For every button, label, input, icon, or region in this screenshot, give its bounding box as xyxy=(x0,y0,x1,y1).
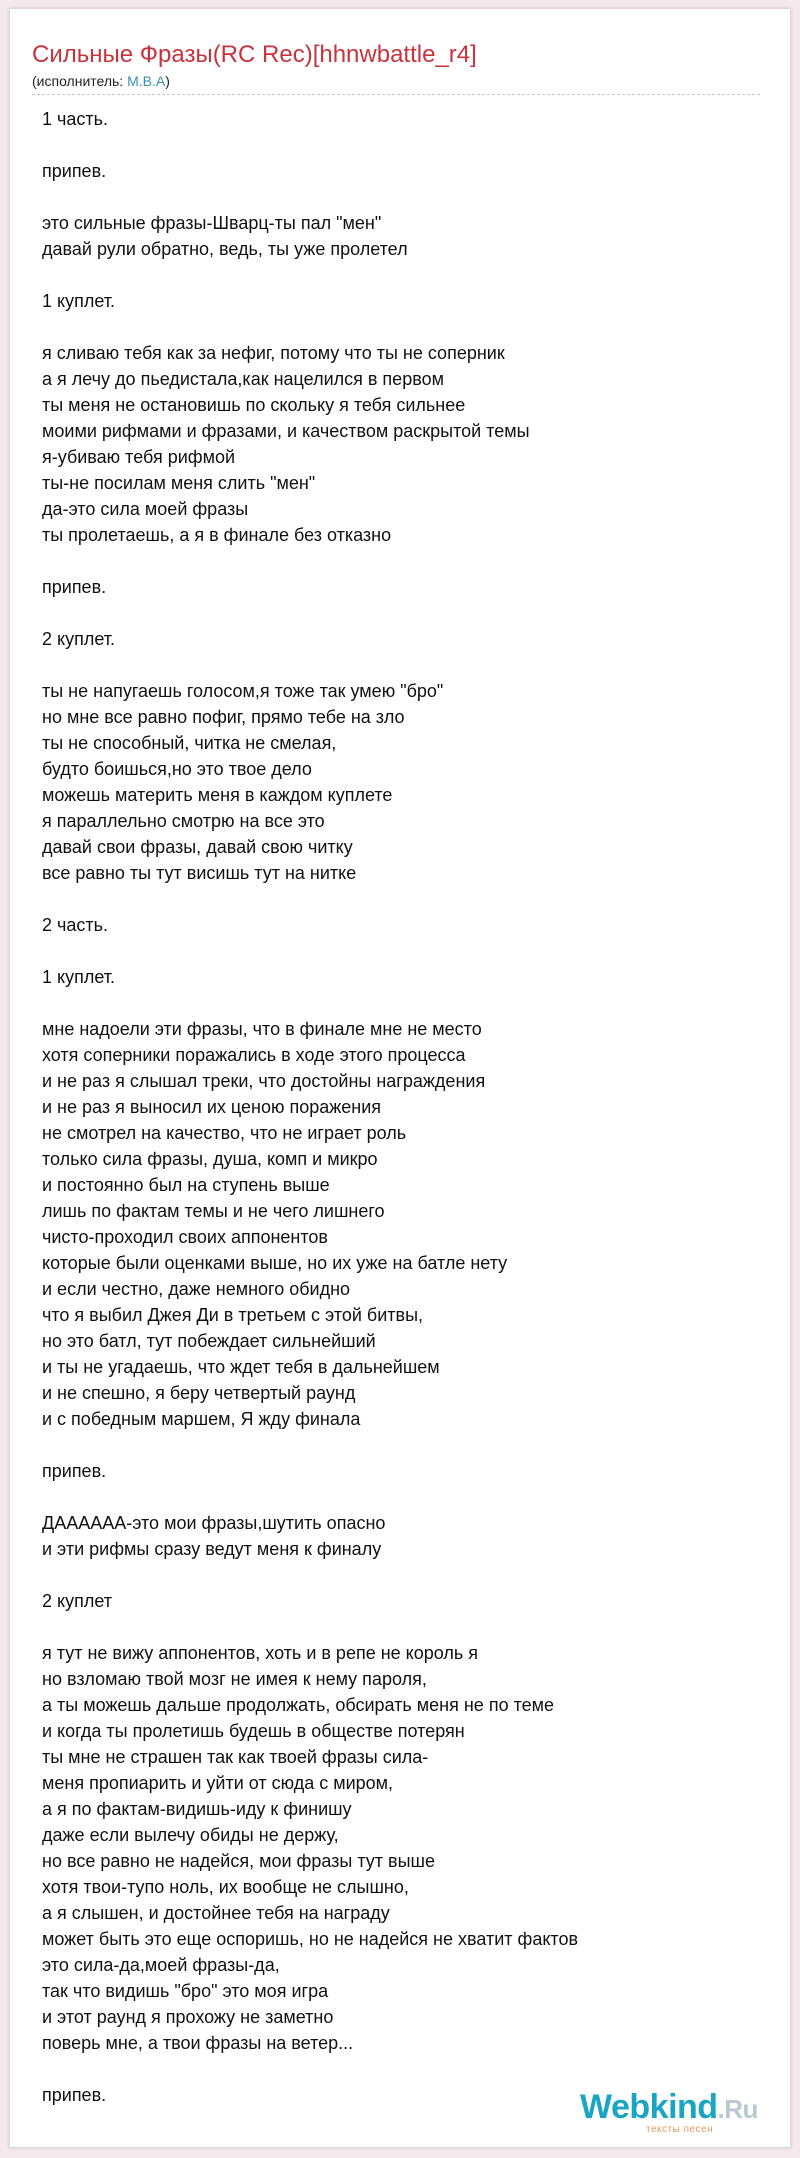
lyrics-line: и не раз я выносил их ценою поражения xyxy=(42,1097,382,1117)
lyrics-line: и с победным маршем, Я жду финала xyxy=(42,1409,361,1429)
lyrics-line: хотя твои-тупо ноль, их вообще не слышно, xyxy=(42,1877,409,1897)
lyrics-blank-line xyxy=(42,938,762,964)
logo-wordmark: Webkind.Ru xyxy=(580,2088,758,2126)
webkind-logo[interactable] xyxy=(580,2088,780,2136)
lyrics-line: что я выбил Джея Ди в третьем с этой битвы, xyxy=(42,1305,424,1325)
lyrics-line: припев. xyxy=(42,577,107,597)
lyrics-line: моими рифмами и фразами, и качеством раскрытой темы xyxy=(42,421,530,441)
lyrics-line: ты-не посилам меня слить "мен" xyxy=(42,473,316,493)
lyrics-blank-line xyxy=(42,548,762,574)
lyrics-line: ты мне не страшен так как твоей фразы сила- xyxy=(42,1747,429,1767)
lyrics-line: 2 часть. xyxy=(42,915,109,935)
lyrics-line: и этот раунд я прохожу не заметно xyxy=(42,2007,334,2027)
lyrics-line: припев. xyxy=(42,1461,107,1481)
lyrics-line: но это батл, тут побеждает сильнейший xyxy=(42,1331,376,1351)
lyrics-blank-line xyxy=(42,132,762,158)
lyrics-line: да-это сила моей фразы xyxy=(42,499,249,519)
lyrics-blank-line xyxy=(42,314,762,340)
lyrics-line: и не раз я слышал треки, что достойны награждения xyxy=(42,1071,486,1091)
lyrics-line: 1 куплет. xyxy=(42,291,116,311)
lyrics-line: я тут не вижу аппонентов, хоть и в репе не король я xyxy=(42,1643,479,1663)
lyrics-line: 2 куплет xyxy=(42,1591,112,1611)
lyrics-line: я параллельно смотрю на все это xyxy=(42,811,325,831)
artist-prefix: (исполнитель: xyxy=(32,73,128,89)
lyrics-line: я-убиваю тебя рифмой xyxy=(42,447,236,467)
lyrics-line: а ты можешь дальше продолжать, обсирать меня не по теме xyxy=(42,1695,555,1715)
lyrics-line: ты пролетаешь, а я в финале без отказно xyxy=(42,525,392,545)
artist-suffix: ) xyxy=(165,73,170,89)
lyrics-text xyxy=(42,106,762,2108)
lyrics-line: будто боишься,но это твое дело xyxy=(42,759,312,779)
lyrics-line: припев. xyxy=(42,2085,107,2105)
lyrics-line: и ты не угадаешь, что ждет тебя в дальнейшем xyxy=(42,1357,440,1377)
lyrics-blank-line xyxy=(42,1614,762,1640)
lyrics-line: можешь материть меня в каждом куплете xyxy=(42,785,393,805)
lyrics-blank-line xyxy=(42,1484,762,1510)
lyrics-line: чисто-проходил своих аппонентов xyxy=(42,1227,328,1247)
lyrics-line: все равно ты тут висишь тут на нитке xyxy=(42,863,357,883)
lyrics-line: но мне все равно пофиг, прямо тебе на зло xyxy=(42,707,405,727)
artist-link[interactable]: M.B.A xyxy=(127,73,166,89)
lyrics-line: лишь по фактам темы и не чего лишнего xyxy=(42,1201,385,1221)
lyrics-line: не смотрел на качество, что не играет роль xyxy=(42,1123,407,1143)
lyrics-blank-line xyxy=(42,2056,762,2082)
lyrics-line: меня пропиарить и уйти от сюда с миром, xyxy=(42,1773,394,1793)
lyrics-line: это сила-да,моей фразы-да, xyxy=(42,1955,280,1975)
lyrics-blank-line xyxy=(42,184,762,210)
title-divider xyxy=(32,94,760,95)
lyrics-line: но взломаю твой мозг не имея к нему пароля, xyxy=(42,1669,427,1689)
logo-tagline: тексты песен xyxy=(646,2124,714,2135)
lyrics-blank-line xyxy=(42,1562,762,1588)
lyrics-line: припев. xyxy=(42,161,107,181)
lyrics-line: ДАААААА-это мои фразы,шутить опасно xyxy=(42,1513,386,1533)
lyrics-line: так что видишь "бро" это моя игра xyxy=(42,1981,329,2001)
lyrics-blank-line xyxy=(42,1432,762,1458)
lyrics-line: а я слышен, и достойнее тебя на награду xyxy=(42,1903,390,1923)
lyrics-line: давай рули обратно, ведь, ты уже пролетел xyxy=(42,239,408,259)
artist-line xyxy=(32,73,170,89)
lyrics-line: это сильные фразы-Шварц-ты пал "мен" xyxy=(42,213,382,233)
lyrics-line: 1 часть. xyxy=(42,109,109,129)
lyrics-line: и когда ты пролетишь будешь в обществе потерян xyxy=(42,1721,465,1741)
lyrics-line: ты не напугаешь голосом,я тоже так умею "бро" xyxy=(42,681,444,701)
lyrics-line: которые были оценками выше, но их уже на батле нету xyxy=(42,1253,508,1273)
lyrics-line: хотя соперники поражались в ходе этого процесса xyxy=(42,1045,466,1065)
lyrics-blank-line xyxy=(42,652,762,678)
lyrics-line: ты меня не остановишь по скольку я тебя сильнее xyxy=(42,395,466,415)
lyrics-line: давай свои фразы, давай свою читку xyxy=(42,837,353,857)
lyrics-line: и если честно, даже немного обидно xyxy=(42,1279,351,1299)
lyrics-line: и не спешно, я беру четвертый раунд xyxy=(42,1383,356,1403)
lyrics-line: ты не способный, читка не смелая, xyxy=(42,733,337,753)
lyrics-line: и эти рифмы сразу ведут меня к финалу xyxy=(42,1539,382,1559)
lyrics-line: а я по фактам-видишь-иду к финишу xyxy=(42,1799,352,1819)
lyrics-line: только сила фразы, душа, комп и микро xyxy=(42,1149,378,1169)
lyrics-line: 1 куплет. xyxy=(42,967,116,987)
lyrics-line: но все равно не надейся, мои фразы тут выше xyxy=(42,1851,435,1871)
lyrics-line: 2 куплет. xyxy=(42,629,116,649)
lyrics-blank-line xyxy=(42,262,762,288)
lyrics-line: мне надоели эти фразы, что в финале мне не место xyxy=(42,1019,482,1039)
lyrics-blank-line xyxy=(42,600,762,626)
lyrics-line: даже если вылечу обиды не держу, xyxy=(42,1825,339,1845)
lyrics-line: может быть это еще оспоришь, но не надейся не хватит фактов xyxy=(42,1929,579,1949)
page-title: Сильные Фразы(RC Rec)[hhnwbattle_r4] xyxy=(32,41,477,68)
lyrics-line: а я лечу до пьедистала,как нацелился в первом xyxy=(42,369,444,389)
lyrics-line: поверь мне, а твои фразы на ветер... xyxy=(42,2033,354,2053)
lyrics-blank-line xyxy=(42,990,762,1016)
lyrics-blank-line xyxy=(42,886,762,912)
lyrics-line: и постоянно был на ступень выше xyxy=(42,1175,330,1195)
lyrics-line: я сливаю тебя как за нефиг, потому что ты не соперник xyxy=(42,343,505,363)
